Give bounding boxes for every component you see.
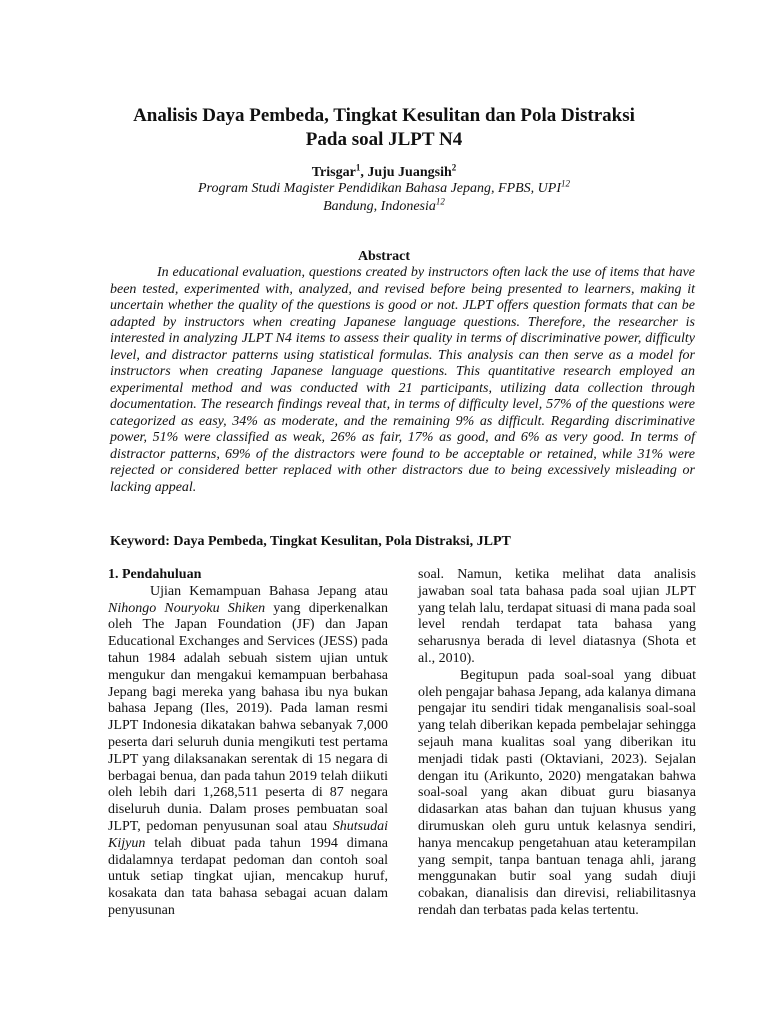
intro-italic-term-1: Nihongo Nouryoku Shiken xyxy=(108,600,266,616)
abstract-text: In educational evaluation, questions created by instructors often lack the use of items that have been tested, experimented with, analyzed, and revised before being presented to learners, making it uncertain whether the quality of the questions is good or not. JLPT offers question formats that can be adapted by instructors when creating Japanese language questions. Therefore, the researcher is interested in analyzing JLPT N4 items to assess their quality in terms of discriminative power, difficulty level, and distractor patterns using statistical formulas. This analysis can then serve as a model for instructors when creating Japanese language questions. This quantitative research employed an experimental method and was conducted with 21 participants, utilizing data collection through documentation. The research findings reveal that, in terms of difficulty level, 57% of the questions were categorized as easy, 34% as moderate, and the remaining 9% as difficult. Regarding discriminative power, 51% were classified as weak, 26% as fair, 17% as good, and 6% as very good. In terms of distractor patterns, 69% of the distractors were found to be acceptable or retained, while 31% were rejected or considered better replaced with other distractors due to being excessively misleading or lacking appeal. xyxy=(110,265,695,495)
intro-paragraph-2: Begitupun pada soal-soal yang dibuat oleh pengajar bahasa Jepang, ada kalanya dimana pengajar itu sendiri tidak menganalisis soal-soal yang telah diberikan kepada pembelajar sehingga sejauh mana kualitas soal yang diberikan itu menjadi tidak pasti (Oktaviani, 2023). Sejalan dengan itu (Arikunto, 2020) mengatakan bahwa soal-soal yang akan dibuat guru biasanya didasarkan atas bahan dan tujuan khusus yang dirumuskan oleh guru untuk kelasnya sendiri, hanya mencakup pengetahuan atau keterampilan yang sempit, tanpa bantuan tenaga ahli, jarang menggunakan butir soal yang sudah diuji cobakan, dianalisis dan direvisi, reliabilitasnya rendah dan terbatas pada kelas tertentu. xyxy=(418,667,696,918)
title-line-2: Pada soal JLPT N4 xyxy=(305,129,463,150)
abstract-heading: Abstract xyxy=(357,249,411,264)
intro-text-a: Ujian Kemampuan Bahasa Jepang atau xyxy=(150,583,388,599)
section-heading: 1. Pendahuluan xyxy=(108,567,202,582)
keywords: Keyword: Daya Pembeda, Tingkat Kesulitan, Pola Distraksi, JLPT xyxy=(110,534,511,549)
affiliation-line-2 xyxy=(100,198,668,216)
affiliation-line-2-text: Bandung, Indonesia xyxy=(323,199,436,214)
affiliation-line-2-sup: 12 xyxy=(435,196,445,207)
affiliation-line-1 xyxy=(100,180,668,198)
author-2: Juju Juangsih xyxy=(367,165,452,180)
author-separator: , xyxy=(360,165,368,180)
paper-title xyxy=(100,104,668,152)
column-left xyxy=(108,567,388,920)
intro-italic-term-2: Shutsudai Kijyun xyxy=(108,818,388,851)
intro-paragraph-continued: soal. Namun, ketika melihat data analisis jawaban soal tata bahasa pada soal ujian JLPT yang telah lalu, terdapat situasi di mana pada soal level rendah terdapat tata bahasa yang seharusnya berada di level diatasnya (Shota et al., 2010). xyxy=(418,567,696,666)
author-1: Trisgar xyxy=(311,165,356,180)
intro-text-b: yang diperkenalkan oleh The Japan Foundation (JF) dan Japan Educational Exchanges and Services (JESS) pada tahun 1984 adalah sebuah sistem ujian untuk mengukur dan mengakui kemampuan berbahasa Jepang bagi mereka yang bahasa ibu nya bukan bahasa Jepang (Iles, 2019). Pada laman resmi JLPT Indonesia dikatakan bahwa sebanyak 7,000 peserta dari seluruh dunia mengikuti test pertama JLPT yang dilaksanakan serentak di 15 negara di berbagai benua, dan pada tahun 2019 telah diikuti oleh lebih dari 1,268,511 peserta di 87 negara diseluruh dunia. Dalam proses pembuatan soal JLPT, pedoman penyusunan soal atau xyxy=(108,600,388,834)
author-1-sup: 1 xyxy=(355,162,361,173)
intro-paragraph-1 xyxy=(108,584,388,920)
affiliation-line-1-text: Program Studi Magister Pendidikan Bahasa Jepang, FPBS, UPI xyxy=(197,181,562,196)
author-2-sup: 2 xyxy=(451,162,457,173)
column-right xyxy=(418,567,696,920)
affiliation xyxy=(100,180,668,216)
title-line-1: Analisis Daya Pembeda, Tingkat Kesulitan dan Pola Distraksi xyxy=(133,105,635,126)
affiliation-line-1-sup: 12 xyxy=(561,178,571,189)
intro-text-c: telah dibuat pada tahun 1994 dimana didalamnya terdapat pedoman dan contoh soal untuk setiap tingkat ujian, mencakup huruf, kosakata dan tata bahasa sebagai acuan dalam penyusunan xyxy=(108,835,388,918)
